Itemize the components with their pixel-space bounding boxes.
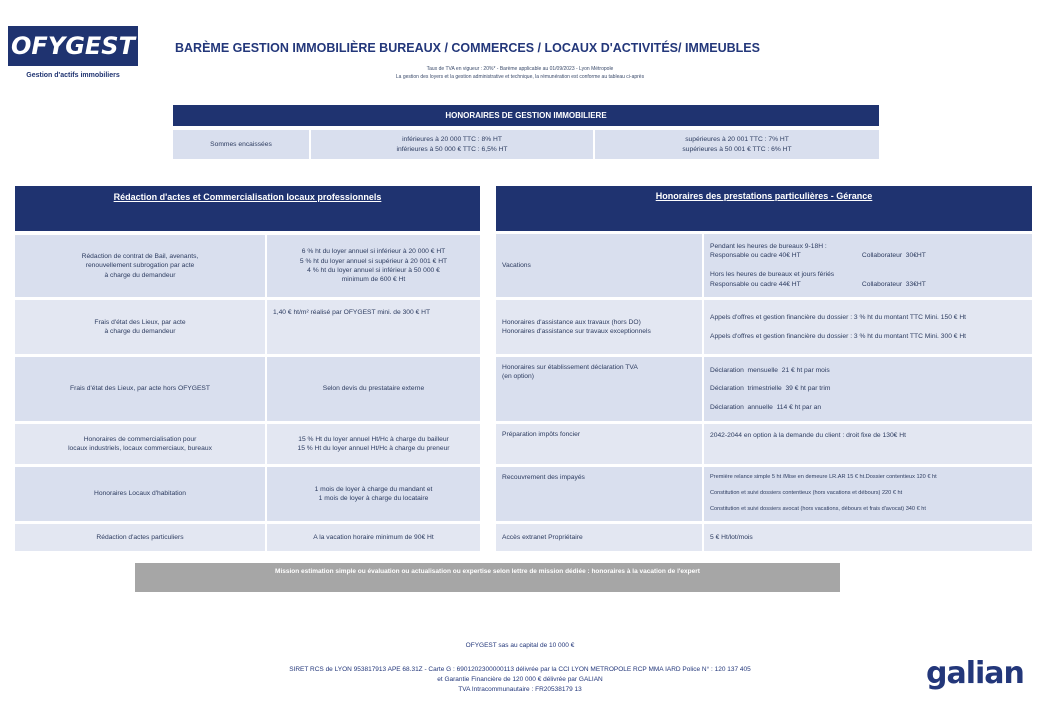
redaction-label-line: Honoraires de commercialisation pour bbox=[83, 435, 197, 443]
redaction-section-title: Rédaction d'actes et Commercialisation locaux professionnels bbox=[15, 186, 480, 231]
gestion-upper-tier bbox=[595, 130, 879, 159]
prestations-value-line: Appels d'offres et gestion financière du dossier : 3 % ht du montant TTC Mini. 150 € Ht bbox=[710, 313, 967, 321]
prestations-value-line: Constitution et suivi dossiers contentieux (hors vacations et débours) 220 € ht bbox=[710, 490, 903, 497]
page-title: BARÈME GESTION IMMOBILIÈRE BUREAUX / COMMERCES / LOCAUX D'ACTIVITÉS/ IMMEUBLES bbox=[175, 41, 760, 55]
gestion-lower-tier bbox=[311, 130, 593, 159]
gestion-label bbox=[173, 130, 309, 159]
prestations-section-title: Honoraires des prestations particulières - Gérance bbox=[496, 186, 1032, 231]
prestations-row-value bbox=[704, 300, 1032, 354]
gestion-upper-50k: supérieures à 50 001 € TTC : 6% HT bbox=[682, 145, 792, 153]
redaction-label-line: à charge du demandeur bbox=[104, 271, 176, 279]
mission-banner: Mission estimation simple ou évaluation ou actualisation ou expertise selon lettre de mission dédiée : honoraires à la vacation de l'expert bbox=[135, 563, 840, 592]
redaction-row-label bbox=[15, 357, 265, 421]
prestations-label-line: (en option) bbox=[502, 373, 534, 381]
prestations-row-value bbox=[704, 234, 1032, 297]
prestations-value-line: Déclaration mensuelle 21 € ht par mois bbox=[710, 366, 830, 374]
prestations-value-line: 5 € Ht/lot/mois bbox=[710, 533, 753, 541]
galian-logo: galian bbox=[926, 656, 1024, 691]
footer-capital: OFYGEST sas au capital de 10 000 € bbox=[465, 642, 575, 649]
prestations-row-label bbox=[496, 424, 702, 464]
prestations-label-line: Préparation impôts foncier bbox=[502, 431, 581, 438]
prestations-row-value bbox=[704, 524, 1032, 551]
gestion-label-text: Sommes encaissées bbox=[210, 140, 272, 148]
prestations-value-line: Pendant les heures de bureaux 9-18H : bbox=[710, 243, 827, 251]
redaction-row-value bbox=[267, 424, 480, 464]
prestations-value-line: Appels d'offres et gestion financière du dossier : 3 % ht du montant TTC Mini. 300 € Ht bbox=[710, 332, 967, 340]
prestations-label-line: Accès extranet Propriétaire bbox=[502, 533, 583, 541]
gestion-lower-20k: inférieures à 20 000 TTC : 8% HT bbox=[402, 136, 502, 144]
footer-tva: TVA Intracommunautaire : FR20538179 13 bbox=[458, 686, 582, 693]
redaction-row-label bbox=[15, 424, 265, 464]
redaction-value-line: Selon devis du prestataire externe bbox=[322, 385, 425, 393]
prestations-label-line: Honoraires d'assistance sur travaux exceptionnels bbox=[502, 328, 651, 335]
redaction-value-line: 15 % Ht du loyer annuel Ht/Hc à charge du bailleur bbox=[298, 435, 449, 443]
redaction-value-line: 4 % ht du loyer annuel si inférieur à 50 000 € bbox=[307, 267, 440, 274]
prestations-row-label bbox=[496, 524, 702, 551]
redaction-value-line: minimum de 600 € Ht bbox=[341, 276, 406, 284]
redaction-row-value bbox=[267, 524, 480, 551]
prestations-label-line: Honoraires d'assistance aux travaux (hors DO) bbox=[502, 318, 641, 326]
redaction-value-line: 6 % ht du loyer annuel si inférieur à 20 000 € HT bbox=[301, 248, 446, 256]
redaction-label-line: Frais d'état des Lieux, par acte bbox=[94, 318, 186, 326]
brand-tagline: Gestion d'actifs immobiliers bbox=[26, 72, 120, 79]
redaction-row-label bbox=[15, 524, 265, 551]
redaction-label-line: Rédaction de contrat de Bail, avenants, bbox=[81, 252, 199, 260]
prestations-value-line: Responsable ou cadre 40€ HT Collaborateur 30€HT bbox=[710, 252, 926, 260]
prestations-value-line bbox=[710, 261, 1026, 270]
prestations-value-line: Déclaration trimestrielle 39 € ht par trim bbox=[710, 385, 831, 393]
gestion-lower-50k: inférieures à 50 000 € TTC : 6,5% HT bbox=[396, 145, 508, 153]
prestations-value-line: Constitution et suivi dossiers avocat (hors vacations, débours et frais d'avocat) 340 € ht bbox=[710, 505, 926, 512]
redaction-row-value bbox=[267, 467, 480, 521]
redaction-label-line: locaux industriels, locaux commerciaux, bureaux bbox=[68, 445, 212, 452]
prestations-value-line bbox=[710, 394, 1026, 403]
prestations-row-value bbox=[704, 467, 1032, 521]
gestion-section-title: HONORAIRES DE GESTION IMMOBILIERE bbox=[173, 105, 879, 126]
footer-siret: SIRET RCS de LYON 953817913 APE 68.31Z - Carte G : 6901202300000113 délivrée par la CCI LYON METROPOLE RCP MMA IARD Police N° : 120 137 405 bbox=[289, 666, 751, 673]
ofygest-logo: OFYGEST bbox=[8, 26, 138, 66]
redaction-value-line: 15 % Ht du loyer annuel Ht/Hc à charge du preneur bbox=[297, 445, 450, 452]
prestations-value-line: Responsable ou cadre 44€ HT Collaborateur 33€HT bbox=[710, 280, 926, 288]
prestations-row-label bbox=[496, 300, 702, 354]
prestations-row-value bbox=[704, 424, 1032, 464]
prestations-row-label bbox=[496, 467, 702, 521]
prestations-value-line bbox=[710, 498, 1026, 506]
redaction-value-line: A la vacation horaire minimum de 90€ Ht bbox=[313, 533, 434, 541]
footer-garantie: et Garantie Financière de 120 000 € délivrée par GALIAN bbox=[437, 676, 603, 683]
redaction-label-line: Honoraires Locaux d'habitation bbox=[94, 490, 186, 498]
redaction-row-value bbox=[267, 357, 480, 421]
prestations-value-line: Déclaration annuelle 114 € ht par an bbox=[710, 404, 822, 412]
prestations-row-value bbox=[704, 357, 1032, 421]
redaction-label-line: à charge du demandeur bbox=[104, 328, 176, 335]
prestations-value-line: 2042-2044 en option à la demande du client : droit fixe de 130€ Ht bbox=[710, 432, 906, 439]
redaction-label-line: renouvellement subrogation par acte bbox=[85, 262, 195, 270]
prestations-value-line: Première relance simple 5 ht /Mise en demeure LR.AR 15 € ht.Dossier contentieux 120 € ht bbox=[710, 474, 937, 481]
redaction-row-label bbox=[15, 467, 265, 521]
prestations-label-line: Recouvrement des impayés bbox=[502, 474, 585, 481]
gestion-note: La gestion des loyers et la gestion administrative et technique, la rémunération est conforme au tableau ci-après bbox=[395, 74, 645, 80]
redaction-value-line: 1 mois de loyer à charge du locataire bbox=[318, 495, 429, 502]
redaction-row-label bbox=[15, 235, 265, 297]
gestion-upper-20k: supérieures à 20 001 TTC : 7% HT bbox=[685, 136, 789, 144]
redaction-label-line: Rédaction d'actes particuliers bbox=[96, 533, 184, 541]
prestations-value-line bbox=[710, 482, 1026, 490]
redaction-row-value bbox=[267, 235, 480, 297]
prestations-label-line: Honoraires sur établissement déclaration TVA bbox=[502, 364, 638, 371]
prestations-value-line: Hors les heures de bureaux et jours fériés bbox=[710, 271, 835, 279]
prestations-value-line bbox=[710, 375, 1026, 384]
redaction-label-line: Frais d'état des Lieux, par acte hors OFYGEST bbox=[70, 385, 210, 393]
prestations-value-line bbox=[710, 322, 1026, 331]
redaction-row-label bbox=[15, 300, 265, 354]
redaction-row-value bbox=[267, 300, 480, 354]
tva-note: Taux de TVA en vigueur : 20%* - Barème applicable au 01/09/2023 - Lyon Métropole bbox=[426, 66, 614, 72]
redaction-value-line: 5 % ht du loyer annuel si supérieur à 20 001 € HT bbox=[299, 257, 448, 265]
prestations-label-line: Vacations bbox=[502, 261, 531, 269]
redaction-value-line: 1,40 € ht/m² réalisé par OFYGEST mini. de 300 € HT bbox=[273, 309, 431, 316]
redaction-value-line: 1 mois de loyer à charge du mandant et bbox=[314, 485, 433, 493]
prestations-row-label bbox=[496, 357, 702, 421]
prestations-row-label bbox=[496, 234, 702, 297]
